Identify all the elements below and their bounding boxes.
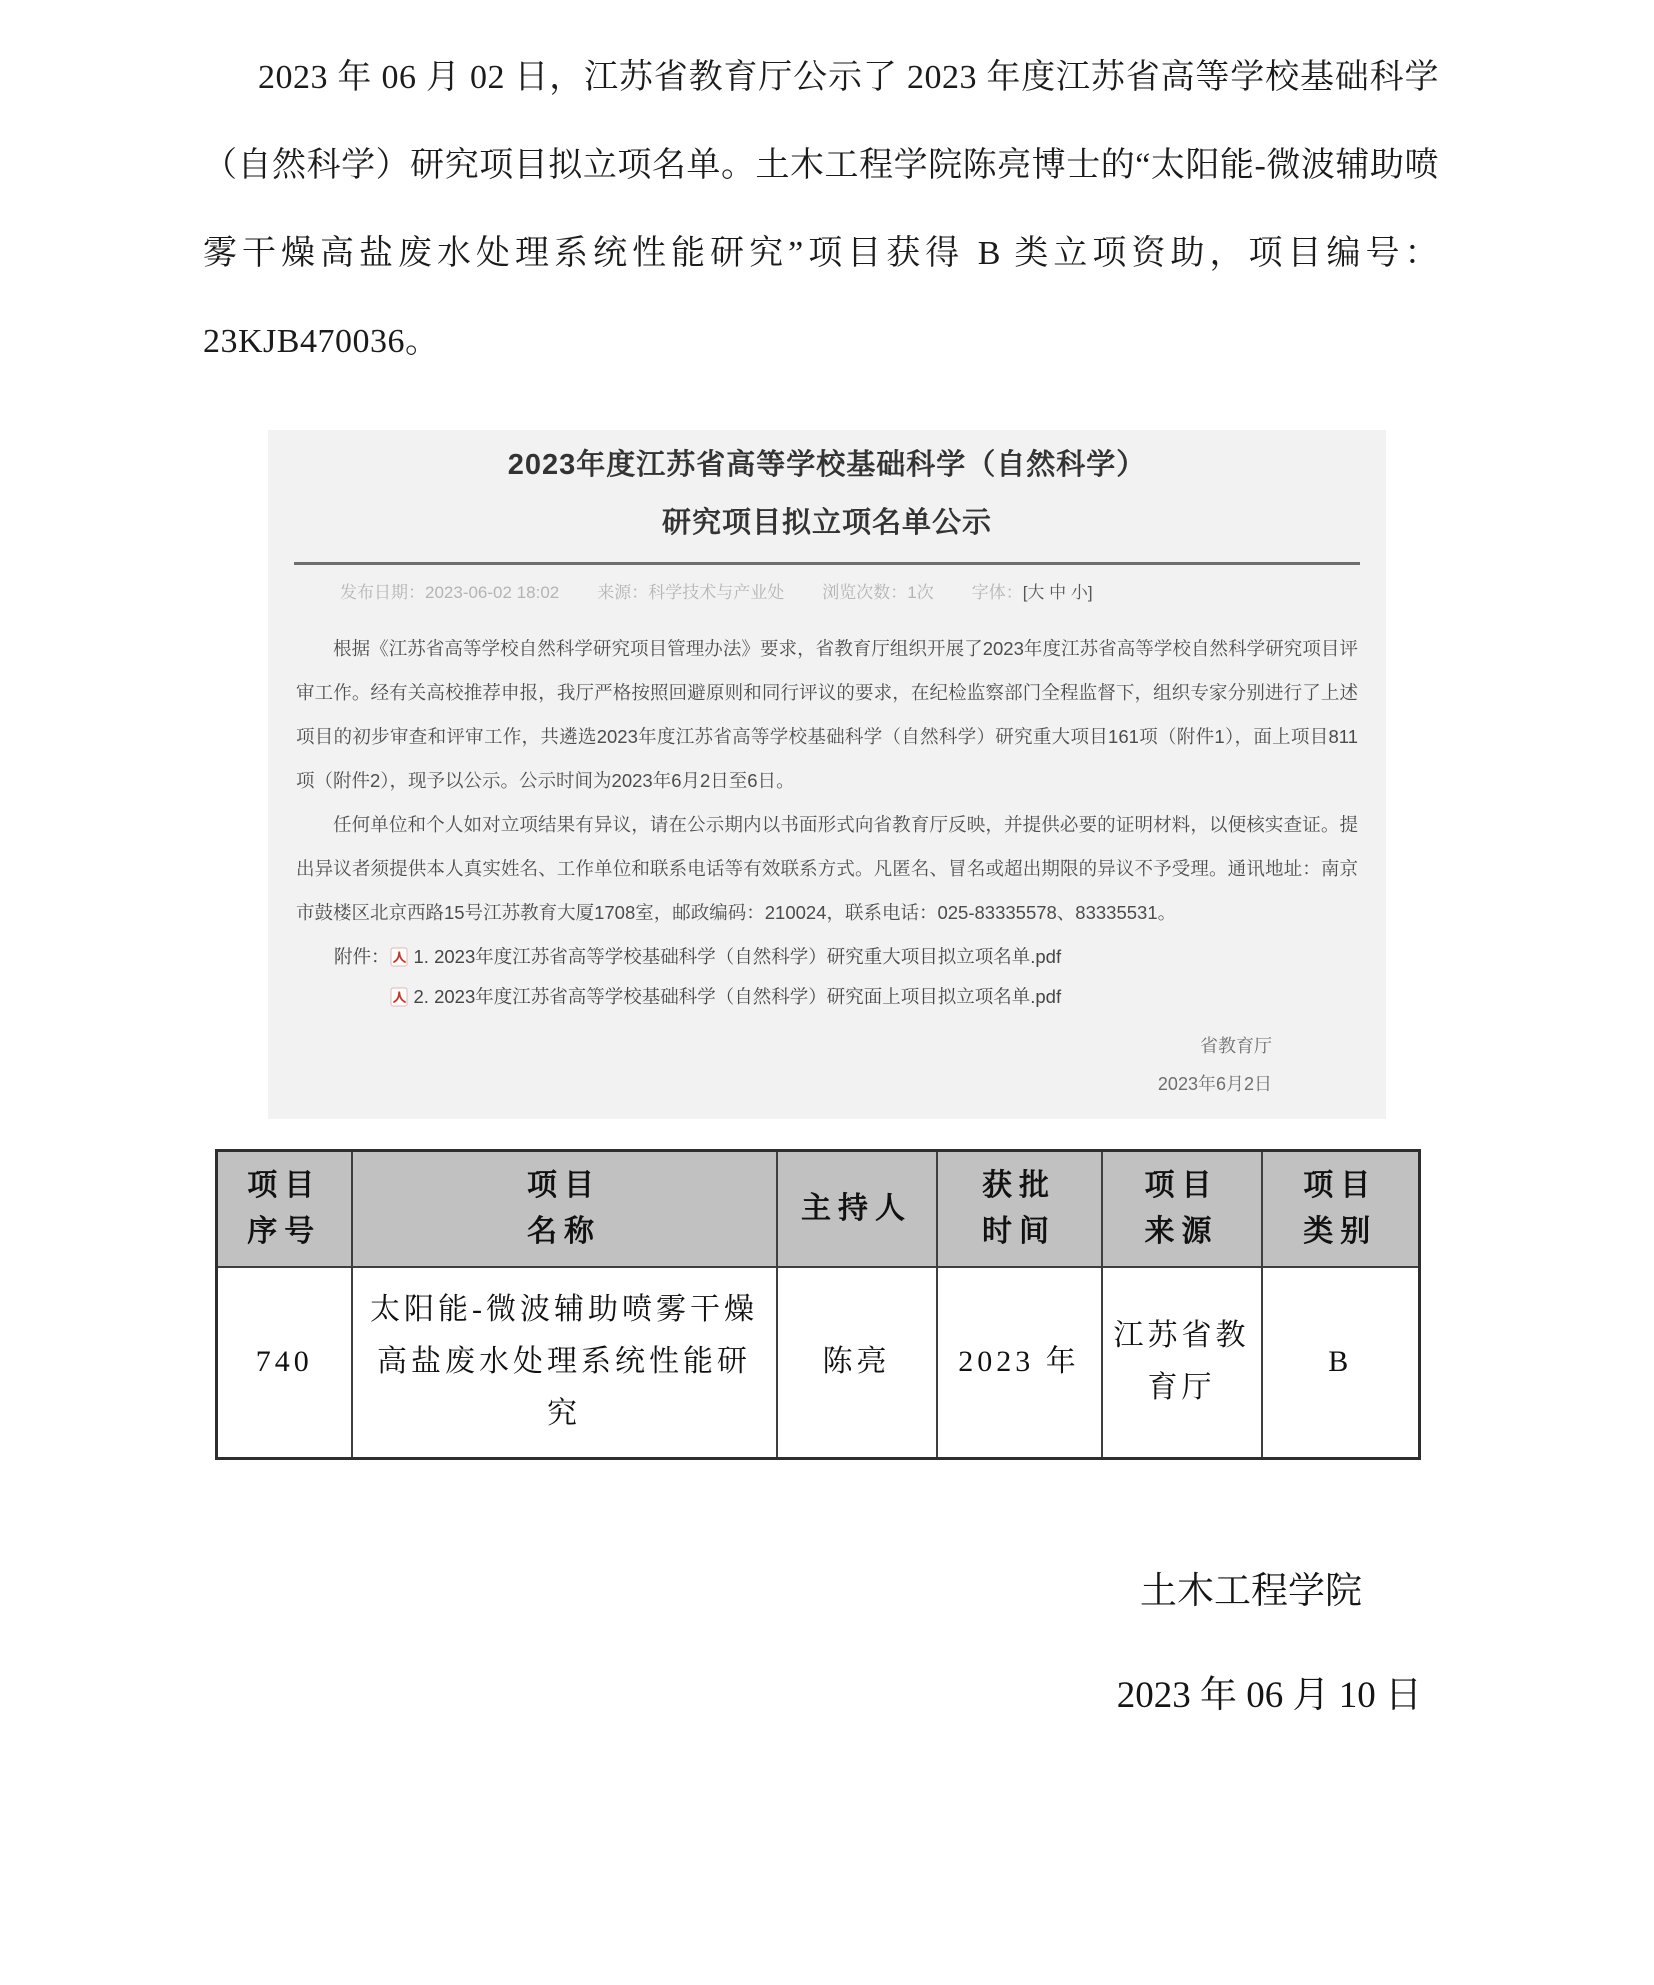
source xyxy=(597,578,784,603)
approval-table xyxy=(215,1149,1421,1460)
cell-approval-time: 2023 年 xyxy=(937,1267,1102,1459)
closing-date: 2023 年 06 月 10 日 xyxy=(1116,1675,1422,1716)
header-text: 主持人 xyxy=(801,1191,912,1225)
closing-signature xyxy=(0,1560,1654,1718)
intro-paragraph: 2023 年 06 月 02 日，江苏省教育厅公示了 2023 年度江苏省高等学校基础科学（自然科学）研究项目拟立项名单。土木工程学院陈亮博士的“太阳能-微波辅助喷雾干燥高盐废水处理系统性能研究”项目获得 B 类立项资助，项目编号：23KJB470036。 xyxy=(203,59,1439,360)
font-size-label: 字体： xyxy=(971,583,1023,602)
header-principal xyxy=(777,1151,937,1267)
header-project-name xyxy=(352,1151,777,1267)
header-text: 项目 xyxy=(527,1168,601,1202)
view-count-label: 浏览次数： xyxy=(822,583,908,602)
cell-project-name: 太阳能-微波辅助喷雾干燥高盐废水处理系统性能研究 xyxy=(352,1267,777,1459)
table-row xyxy=(217,1267,1420,1459)
cell-seq: 740 xyxy=(217,1267,352,1459)
header-project-seq xyxy=(217,1151,352,1267)
header-text: 项目 xyxy=(1144,1168,1219,1202)
header-text: 项目 xyxy=(247,1168,322,1202)
header-text: 来源 xyxy=(1144,1214,1219,1248)
header-project-source xyxy=(1102,1151,1262,1267)
cell-project-source: 江苏省教育厅 xyxy=(1102,1267,1262,1459)
announcement-title-line2: 研究项目拟立项名单公示 xyxy=(661,507,992,539)
view-count xyxy=(822,578,933,603)
publish-date xyxy=(340,578,559,603)
body-paragraph-2: 任何单位和个人如对立项结果有异议，请在公示期内以书面形式向省教育厅反映，并提供必要的证明材料，以便核实查证。提出异议者须提供本人真实姓名、工作单位和联系电话等有效联系方式。凡匿名、冒名或超出期限的异议不予受理。通讯地址：南京市鼓楼区北京西路15号江苏教育大厦1708室，邮政编码：210024，联系电话：025-83335578、83335531。 xyxy=(296,814,1358,923)
announcement-signature xyxy=(294,1027,1360,1103)
announcement-screenshot xyxy=(268,430,1386,1119)
attachment-link[interactable] xyxy=(390,937,1062,977)
announcement-meta xyxy=(294,578,1360,603)
header-text: 名称 xyxy=(527,1214,601,1248)
header-text: 项目 xyxy=(1303,1168,1378,1202)
body-paragraph-1: 根据《江苏省高等学校自然科学研究项目管理办法》要求，省教育厅组织开展了2023年度江苏省高等学校自然科学研究项目评审工作。经有关高校推荐申报，我厅严格按照回避原则和同行评议的要求，在纪检监察部门全程监督下，组织专家分别进行了上述项目的初步审查和评审工作，共遴选2023年度江苏省高等学校基础科学（自然科学）研究重大项目161项（附件1），面上项目811项（附件2），现予以公示。公示时间为2023年6月2日至6日。 xyxy=(296,638,1358,791)
header-text: 序号 xyxy=(247,1214,322,1248)
attachment-2-name[interactable]: 2. 2023年度江苏省高等学校基础科学（自然科学）研究面上项目拟立项名单.pdf xyxy=(413,986,1062,1007)
view-count-value: 1次 xyxy=(907,583,934,602)
announcement-title-line1: 2023年度江苏省高等学校基础科学（自然科学） xyxy=(507,449,1147,481)
header-text: 时间 xyxy=(982,1214,1056,1248)
header-approval-time xyxy=(937,1151,1102,1267)
publish-date-label: 发布日期： xyxy=(340,583,425,602)
attachment-list xyxy=(390,937,1062,1017)
attachments-label: 附件： xyxy=(334,946,390,967)
signature-org: 省教育厅 xyxy=(1200,1036,1272,1056)
source-label: 来源： xyxy=(597,583,649,602)
table-header-row xyxy=(217,1151,1420,1267)
closing-org: 土木工程学院 xyxy=(1140,1571,1362,1612)
header-project-category xyxy=(1262,1151,1420,1267)
cell-project-category: B xyxy=(1262,1267,1420,1459)
header-text: 获批 xyxy=(982,1168,1056,1202)
pdf-file-icon xyxy=(390,987,409,1007)
cell-principal: 陈亮 xyxy=(777,1267,937,1459)
source-value: 科学技术与产业处 xyxy=(648,583,785,602)
attachment-link[interactable] xyxy=(390,977,1062,1017)
header-text: 类别 xyxy=(1303,1214,1378,1248)
announcement-body xyxy=(294,627,1360,935)
font-size-options[interactable]: [大 中 小] xyxy=(1022,583,1093,602)
signature-date: 2023年6月2日 xyxy=(1157,1074,1272,1094)
attachment-1-name[interactable]: 1. 2023年度江苏省高等学校基础科学（自然科学）研究重大项目拟立项名单.pdf xyxy=(413,946,1062,967)
publish-date-value: 2023-06-02 18:02 xyxy=(425,583,560,602)
pdf-file-icon xyxy=(390,947,409,967)
title-divider xyxy=(294,562,1360,565)
font-size-switcher[interactable] xyxy=(972,578,1093,603)
attachments xyxy=(294,937,1360,1017)
